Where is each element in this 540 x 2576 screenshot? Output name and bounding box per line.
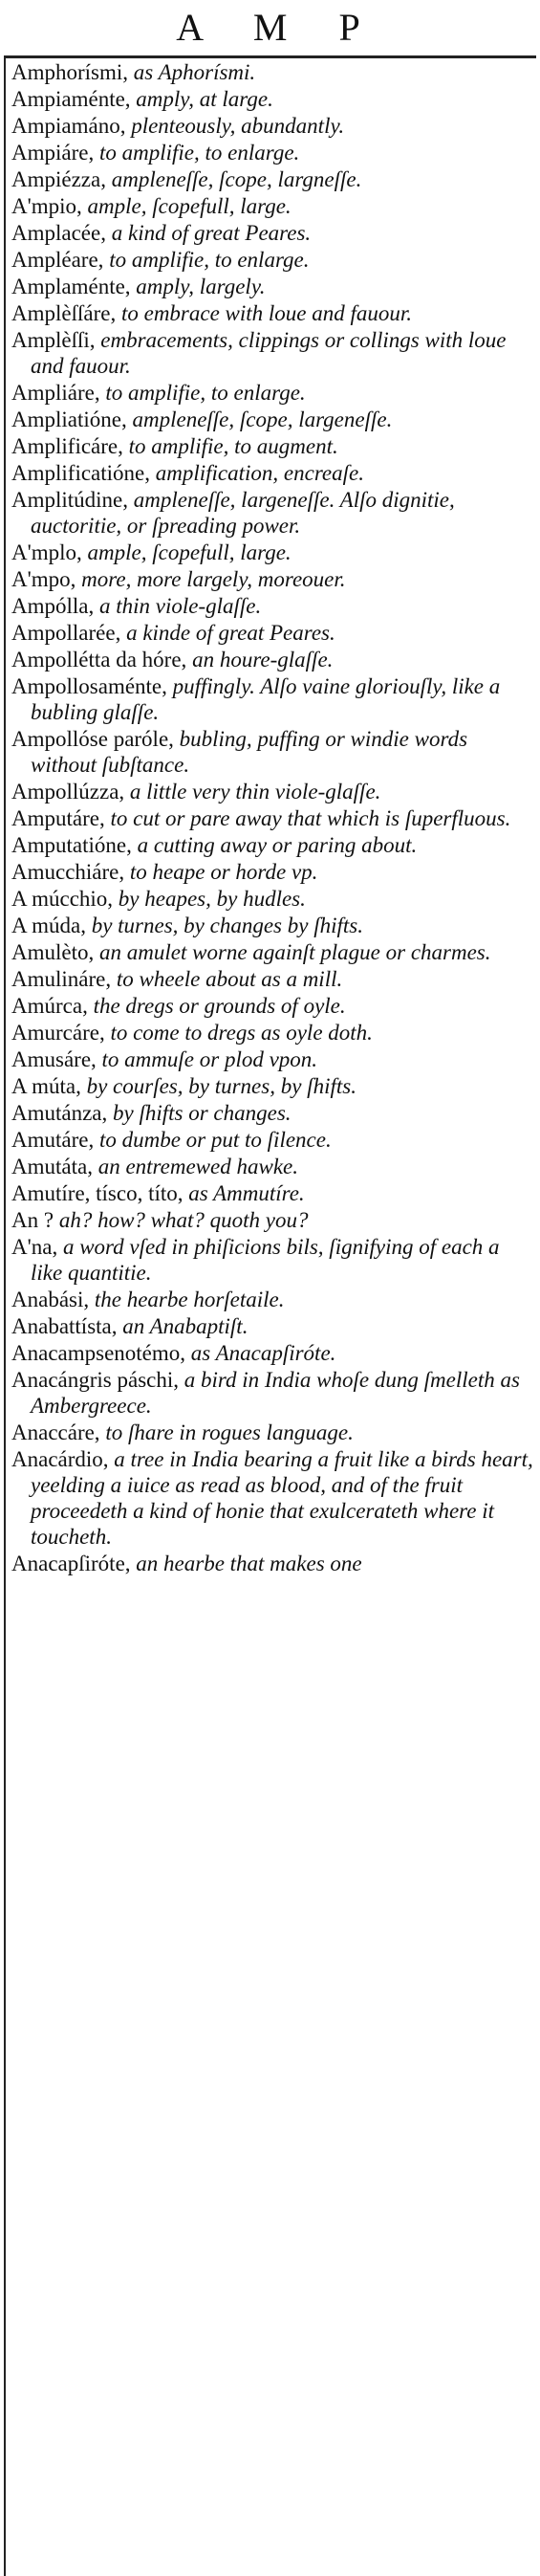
dictionary-entry: [11, 193, 533, 219]
entry-headword: Anaccáre,: [11, 1420, 106, 1444]
dictionary-entry: [11, 1551, 533, 1576]
dictionary-entry: [11, 1340, 533, 1366]
dictionary-entry: [11, 113, 533, 139]
entry-headword: Anacángris páschi,: [11, 1368, 184, 1392]
dictionary-entry: [11, 380, 533, 406]
entry-definition: by turnes, by changes by ſhifts.: [91, 914, 363, 937]
dictionary-entry: [11, 220, 533, 246]
entry-definition: ah? how? what? quoth you?: [58, 1208, 309, 1232]
dictionary-entry: [11, 1100, 533, 1126]
dictionary-entry: [11, 1180, 533, 1206]
entry-definition: to wheele about as a mill.: [116, 967, 343, 991]
entry-definition: to amplifie, to enlarge.: [109, 248, 310, 272]
entry-headword: Amplèſſáre,: [11, 301, 121, 325]
entry-definition: bubling, puffing or windie words without ſubſtance.: [31, 727, 468, 777]
entry-headword: Amutíre, tísco, títo,: [11, 1181, 189, 1205]
entry-headword: Amutáre,: [11, 1128, 99, 1152]
dictionary-entry: [11, 779, 533, 804]
dictionary-entry: [11, 1073, 533, 1099]
entry-definition: to amplifie, to enlarge.: [105, 381, 306, 405]
entry-headword: Ampollúzza,: [11, 780, 130, 804]
entry-headword: Ampliáre,: [11, 381, 106, 405]
entry-definition: as Ammutíre.: [188, 1181, 305, 1205]
dictionary-entry: [11, 859, 533, 885]
entry-definition: amplification, encreaſe.: [155, 461, 364, 485]
entry-headword: A'mplo,: [11, 540, 88, 564]
entry-headword: A'na,: [11, 1235, 63, 1259]
dictionary-entry: [11, 993, 533, 1019]
entry-definition: embracements, clippings or collings with loue and fauour.: [31, 328, 507, 378]
entry-definition: a kind of great Peares.: [111, 221, 312, 245]
entry-headword: A múta,: [11, 1074, 87, 1098]
entry-headword: A múda,: [11, 914, 92, 937]
entry-headword: Amulèto,: [11, 940, 99, 964]
entry-headword: Anabási,: [11, 1288, 95, 1311]
entry-definition: to ſhare in rogues language.: [105, 1420, 354, 1444]
dictionary-entry: [11, 832, 533, 858]
dictionary-entry: [11, 1287, 533, 1312]
dictionary-entry: [11, 886, 533, 912]
entry-headword: Amulináre,: [11, 967, 117, 991]
entry-definition: the dregs or grounds of oyle.: [93, 994, 346, 1018]
dictionary-entry: [11, 1420, 533, 1445]
entry-headword: Ampiáre,: [11, 141, 99, 165]
dictionary-entry: [11, 86, 533, 112]
dictionary-entry: [11, 939, 533, 965]
entry-headword: Amutánza,: [11, 1101, 114, 1125]
entry-headword: Anacárdio,: [11, 1447, 115, 1471]
entry-headword: Ampólla,: [11, 594, 99, 618]
entry-definition: by heapes, by hudles.: [118, 887, 306, 911]
entry-headword: Ampiamáno,: [11, 114, 132, 138]
entry-definition: by courſes, by turnes, by ſhifts.: [86, 1074, 356, 1098]
entry-definition: amply, largely.: [136, 275, 266, 298]
dictionary-entry: [11, 140, 533, 165]
entry-definition: ampleneſſe, ſcope, largeneſſe.: [132, 407, 393, 431]
entry-definition: more, more largely, moreouer.: [81, 567, 346, 591]
entry-definition: by ſhifts or changes.: [113, 1101, 292, 1125]
entry-definition: an Anabaptiſt.: [122, 1314, 248, 1338]
page-header: A M P: [176, 6, 381, 49]
entry-definition: to come to dregs as oyle doth.: [110, 1021, 373, 1045]
dictionary-entry: [11, 407, 533, 432]
entry-headword: Anacampsenotémo,: [11, 1341, 191, 1365]
entry-headword: Ampollarée,: [11, 621, 127, 645]
dictionary-entry: [11, 274, 533, 299]
entry-headword: A múcchio,: [11, 887, 119, 911]
entry-definition: plenteously, abundantly.: [131, 114, 345, 138]
entry-definition: ampleneſſe, ſcope, largneſſe.: [111, 167, 362, 191]
entry-headword: A'mpo,: [11, 567, 82, 591]
dictionary-entry: [11, 647, 533, 672]
entry-headword: Anacapſiróte,: [11, 1552, 137, 1575]
dictionary-entry: [11, 966, 533, 992]
entry-headword: Ampollóse paróle,: [11, 727, 180, 751]
dictionary-entry: [11, 1127, 533, 1153]
entry-headword: Ampiaménte,: [11, 87, 137, 111]
entry-headword: Amputatióne,: [11, 833, 138, 857]
dictionary-entry: [11, 460, 533, 486]
entry-definition: a bird in India whoſe dung ſmelleth as Ambergreece.: [31, 1368, 520, 1418]
dictionary-entry: [11, 300, 533, 326]
entry-definition: ample, ſcopefull, large.: [87, 540, 292, 564]
entry-headword: Amputáre,: [11, 806, 111, 830]
entry-definition: to embrace with loue and fauour.: [120, 301, 413, 325]
entry-definition: a cutting away or paring about.: [137, 833, 418, 857]
entry-headword: Amplaménte,: [11, 275, 137, 298]
dictionary-entry: [11, 726, 533, 778]
entry-definition: to amplifie, to augment.: [128, 434, 338, 458]
entry-definition: a little very thin viole-glaſſe.: [129, 780, 381, 804]
entry-definition: to amplifie, to enlarge.: [98, 141, 300, 165]
entry-headword: Ampollosaménte,: [11, 674, 173, 698]
entry-headword: Ampiézza,: [11, 167, 112, 191]
entry-definition: ample, ſcopefull, large.: [87, 194, 292, 218]
entry-headword: Ampliatióne,: [11, 407, 133, 431]
dictionary-entry: [11, 593, 533, 619]
entry-definition: as Anacapſiróte.: [190, 1341, 336, 1365]
entry-headword: Amplificáre,: [11, 434, 129, 458]
entry-definition: an entremewed hawke.: [97, 1155, 298, 1178]
header-rule: [4, 55, 536, 58]
dictionary-entry: [11, 59, 533, 85]
dictionary-entry: [11, 247, 533, 273]
dictionary-entry: [11, 1207, 533, 1233]
entry-definition: amply, at large.: [136, 87, 273, 111]
entry-headword: Amurcáre,: [11, 1021, 111, 1045]
dictionary-entry: [11, 327, 533, 379]
entry-headword: Ampléare,: [11, 248, 110, 272]
entry-headword: Ampollétta da hóre,: [11, 648, 193, 672]
entry-definition: an amulet worne againſt plague or charmes.: [99, 940, 491, 964]
entry-definition: an houre-glaſſe.: [192, 648, 334, 672]
entry-definition: puffingly. Alſo vaine gloriouſly, like a bubling glaſſe.: [31, 674, 501, 724]
entry-definition: to cut or pare away that which is ſuperfluous.: [110, 806, 511, 830]
entry-headword: An ?: [11, 1208, 59, 1232]
dictionary-entry: [11, 1234, 533, 1286]
dictionary-entry: [11, 1367, 533, 1419]
entry-definition: a kinde of great Peares.: [126, 621, 335, 645]
entry-definition: to ammuſe or plod vpon.: [101, 1047, 318, 1071]
entry-headword: Amucchiáre,: [11, 860, 130, 884]
dictionary-entry: [11, 1154, 533, 1179]
dictionary-entry: [11, 433, 533, 459]
entry-headword: A'mpio,: [11, 194, 88, 218]
dictionary-entry: [11, 1313, 533, 1339]
dictionary-entry: [11, 1046, 533, 1072]
entry-headword: Anabattísta,: [11, 1314, 123, 1338]
entry-definition: ampleneſſe, largeneſſe. Alſo dignitie, auctoritie, or ſpreading power.: [31, 488, 455, 538]
entry-headword: Amusáre,: [11, 1047, 102, 1071]
dictionary-entry: [11, 566, 533, 592]
entry-headword: Amplificatióne,: [11, 461, 156, 485]
dictionary-entry: [11, 913, 533, 938]
dictionary-entry: [11, 673, 533, 725]
dictionary-entry: [11, 166, 533, 192]
entry-headword: Amplèſſi,: [11, 328, 101, 352]
dictionary-entry: [11, 487, 533, 539]
dictionary-column: [11, 59, 533, 1577]
entry-definition: the hearbe horſetaile.: [94, 1288, 285, 1311]
dictionary-entry: [11, 539, 533, 565]
entry-headword: Amphorísmi,: [11, 60, 134, 84]
entry-definition: to heape or horde vp.: [129, 860, 318, 884]
entry-headword: Amutáta,: [11, 1155, 98, 1178]
column-rule: [4, 57, 6, 2576]
entry-definition: a word vſed in phiſicions bils, ſignifying of each a like quantitie.: [31, 1235, 500, 1285]
entry-definition: to dumbe or put to ſilence.: [98, 1128, 332, 1152]
entry-definition: as Aphorísmi.: [133, 60, 256, 84]
dictionary-entry: [11, 1446, 533, 1550]
entry-definition: a thin viole-glaſſe.: [99, 594, 262, 618]
dictionary-entry: [11, 805, 533, 831]
entry-definition: an hearbe that makes one: [136, 1552, 362, 1575]
dictionary-entry: [11, 620, 533, 646]
entry-headword: Amplitúdine,: [11, 488, 134, 512]
entry-headword: Amúrca,: [11, 994, 94, 1018]
entry-definition: a tree in India bearing a fruit like a birds heart, yeelding a iuice as read as blood, and of the fruit proceedeth a kind of honie that exulcerateth where it toucheth.: [31, 1447, 533, 1549]
entry-headword: Amplacée,: [11, 221, 112, 245]
dictionary-entry: [11, 1020, 533, 1046]
